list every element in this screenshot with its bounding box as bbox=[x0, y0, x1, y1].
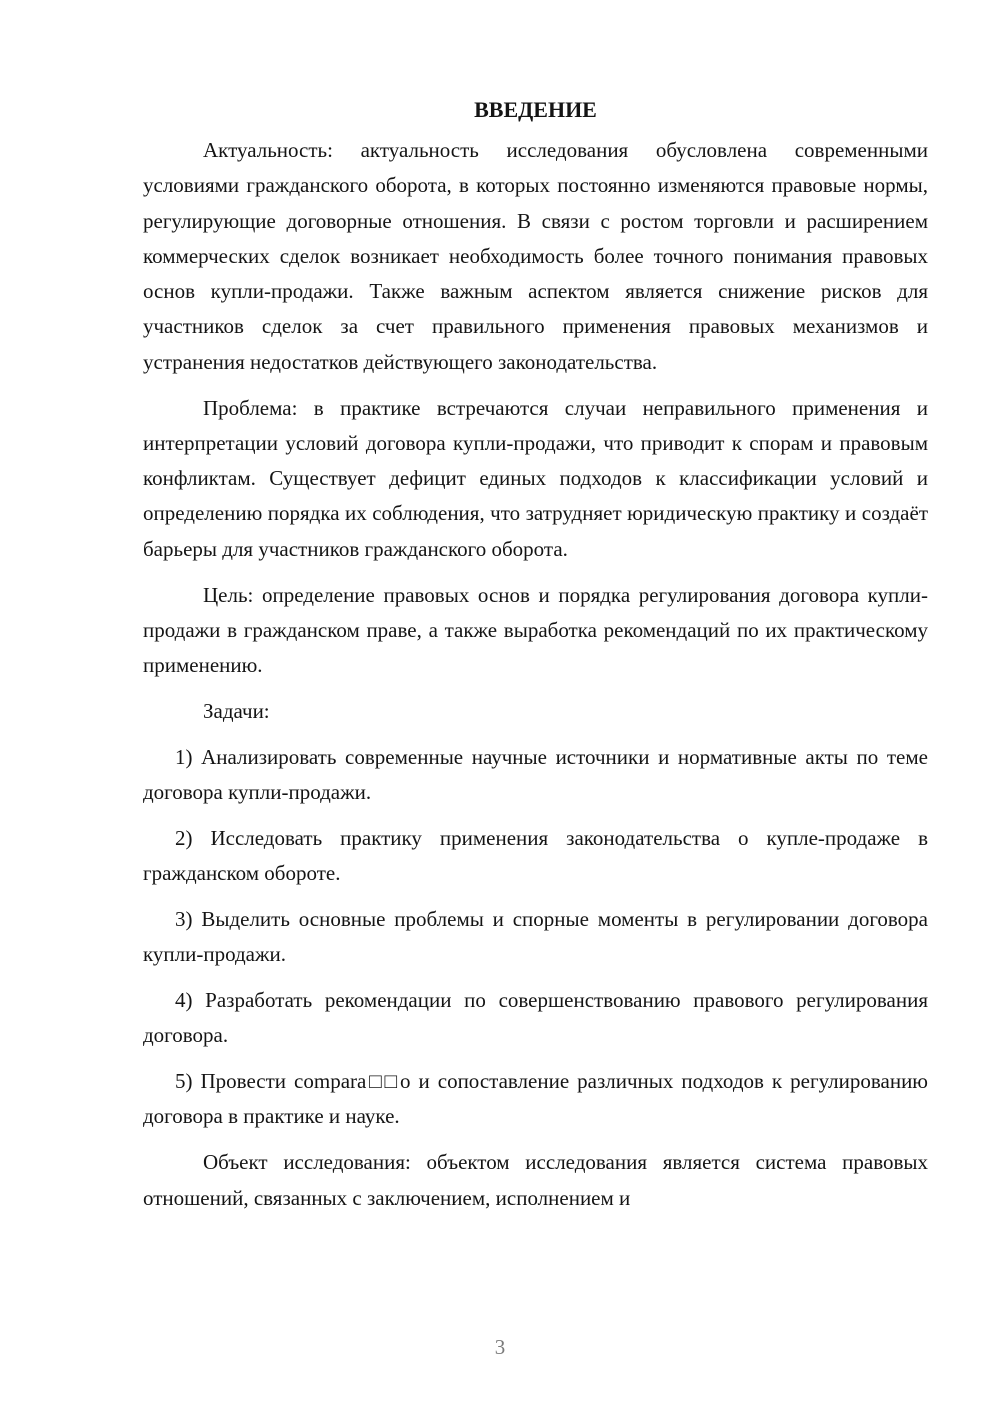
task-item-3: 3) Выделить основные проблемы и спорные моменты в регулировании договора купли-продажи. bbox=[143, 906, 928, 967]
tasks-heading: Задачи: bbox=[203, 698, 270, 723]
task-item-4: 4) Разработать рекомендации по совершенствованию правового регулирования договора. bbox=[143, 988, 928, 1048]
page-number: 3 bbox=[494, 1335, 506, 1359]
paragraph-problem: Проблема: в практике встречаются случаи неправильного применения и интерпретации условий договора купли-продажи, что приводит к спорам и правовым конфликтам. Существует дефицит единых подходов к классификации условий и определению порядка их соблюдения, что затрудняет юридическую практику и создаёт барьеры для участников гражданского оборота. bbox=[143, 395, 928, 561]
paragraph-object: Объект исследования: объектом исследования является система правовых отношений, связанных с заключением, исполнением и bbox=[143, 1150, 928, 1210]
paragraph-goal: Цель: определение правовых основ и порядка регулирования договора купли-продажи в гражданском праве, а также выработка рекомендаций по их практическому применению. bbox=[143, 582, 928, 678]
section-title: ВВЕДЕНИЕ bbox=[474, 97, 597, 122]
task-item-5: 5) Провести compara□□o и сопоставление различных подходов к регулированию договора в практике и науке. bbox=[143, 1069, 928, 1129]
paragraph-relevance: Актуальность: актуальность исследования обусловлена современными условиями гражданского оборота, в которых постоянно изменяются правовые нормы, регулирующие договорные отношения. В связи с ростом торговли и расширением коммерческих сделок возникает необходимость более точного понимания правовых основ купли-продажи. Также важным аспектом является снижение рисков для участников сделок за счет правильного применения правовых механизмов и устранения недостатков действующего законодательства. bbox=[143, 138, 928, 374]
task-item-1: 1) Анализировать современные научные источники и нормативные акты по теме договора купли-продажи. bbox=[143, 744, 928, 805]
page-content bbox=[143, 92, 928, 1216]
task-item-2: 2) Исследовать практику применения законодательства о купле-продаже в гражданском обороте. bbox=[143, 825, 928, 886]
